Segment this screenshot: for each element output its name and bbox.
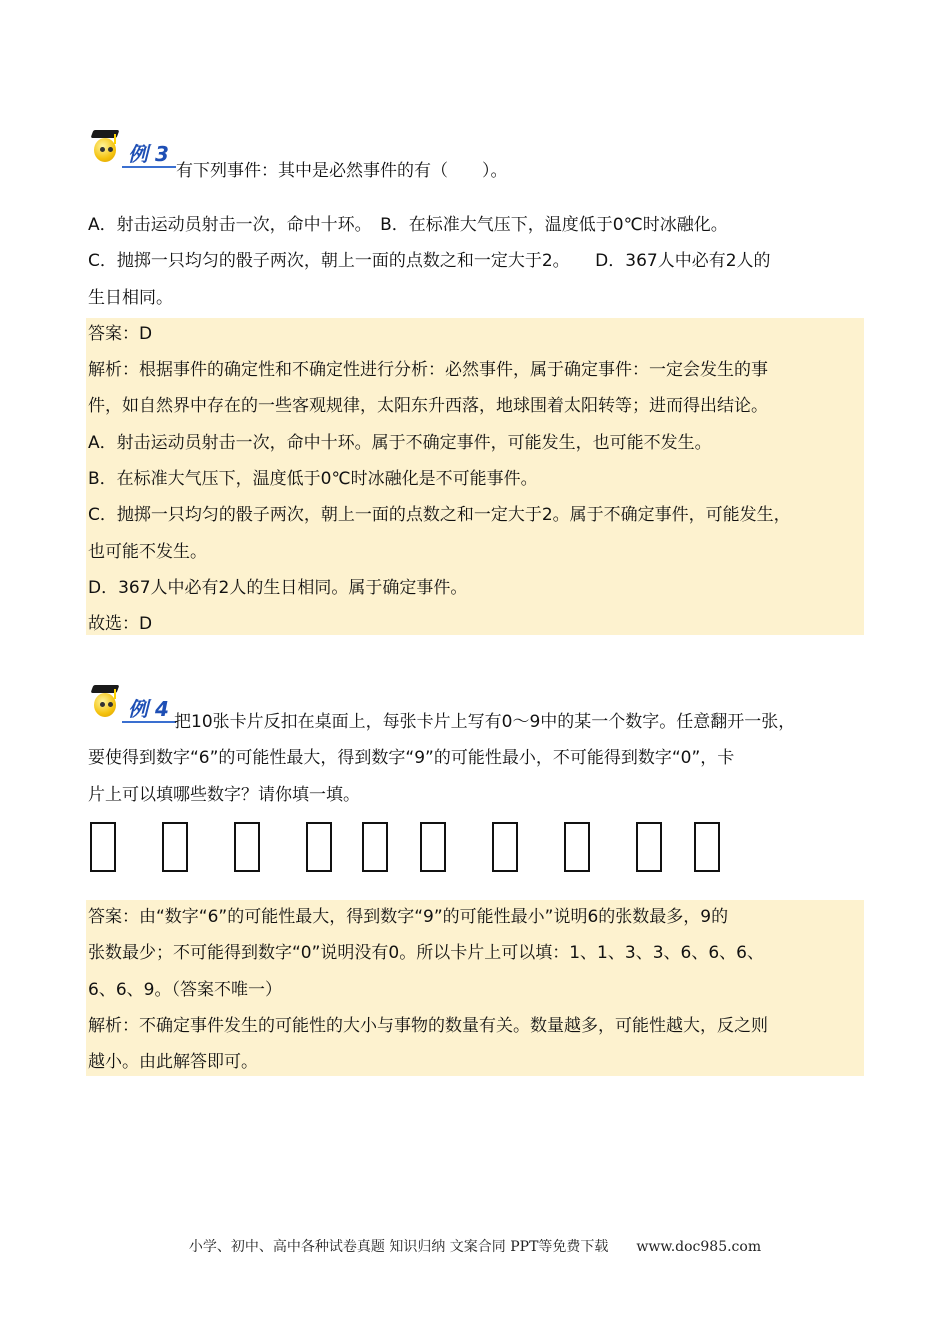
badge-underline bbox=[122, 721, 176, 723]
example-3-analysis-line: 件，如自然界中存在的一些客观规律，太阳东升西落，地球围着太阳转等；进而得出结论。 bbox=[88, 396, 768, 416]
mascot-eye-icon bbox=[108, 147, 113, 152]
blank-card bbox=[90, 822, 116, 872]
blank-card bbox=[362, 822, 388, 872]
example-3-badge bbox=[88, 128, 176, 174]
example-3-answer: 答案：D bbox=[88, 324, 153, 344]
example-4-question-line: 片上可以填哪些数字？请你填一填。 bbox=[88, 785, 360, 805]
mascot-eye-icon bbox=[100, 702, 105, 707]
example-3-analysis-line: B．在标准大气压下，温度低于0℃时冰融化是不可能事件。 bbox=[88, 469, 538, 489]
tassel-icon bbox=[114, 689, 116, 699]
example-3-options-line-3: 生日相同。 bbox=[88, 288, 173, 308]
example-4-answer-line: 张数最少；不可能得到数字“0”说明没有0。所以卡片上可以填：1、1、3、3、6、6、6、 bbox=[88, 943, 764, 963]
blank-card bbox=[162, 822, 188, 872]
footer-text: 小学、初中、高中各种试卷真题 知识归纳 文案合同 PPT等免费下载 www.doc985.com bbox=[188, 1239, 762, 1255]
example-4-answer-line: 答案：由“数字“6”的可能性最大，得到数字“9”的可能性最小”说明6的张数最多，9的 bbox=[88, 907, 729, 927]
example-3-conclusion: 故选：D bbox=[88, 614, 153, 634]
mascot-eye-icon bbox=[100, 147, 105, 152]
blank-card bbox=[694, 822, 720, 872]
example-4-analysis-line: 解析：不确定事件发生的可能性的大小与事物的数量有关。数量越多，可能性越大，反之则 bbox=[88, 1016, 768, 1036]
example-4-answer-line: 6、6、9。（答案不唯一） bbox=[88, 980, 282, 1000]
example-3-analysis-line: D．367人中必有2人的生日相同。属于确定事件。 bbox=[88, 578, 468, 598]
blank-card bbox=[234, 822, 260, 872]
example-3-analysis-line: 解析：根据事件的确定性和不确定性进行分析：必然事件，属于确定事件：一定会发生的事 bbox=[88, 360, 768, 380]
example-3-analysis-line: C．抛掷一只均匀的骰子两次，朝上一面的点数之和一定大于2。属于不确定事件，可能发生， bbox=[88, 505, 791, 525]
blank-card bbox=[564, 822, 590, 872]
blank-card bbox=[636, 822, 662, 872]
example-3-analysis-line: A．射击运动员射击一次，命中十环。属于不确定事件，可能发生，也可能不发生。 bbox=[88, 433, 712, 453]
example-4-question-line: 把10张卡片反扣在桌面上，每张卡片上写有0～9中的某一个数字。任意翻开一张， bbox=[174, 712, 796, 732]
example-4-badge bbox=[88, 683, 176, 729]
example-3-label: 例 3 bbox=[128, 142, 169, 166]
example-3-question: 有下列事件：其中是必然事件的有（ ）。 bbox=[176, 161, 508, 181]
badge-underline bbox=[122, 166, 176, 168]
tassel-icon bbox=[114, 134, 116, 144]
example-3-analysis-line: 也可能不发生。 bbox=[88, 542, 207, 562]
blank-card bbox=[420, 822, 446, 872]
blank-card bbox=[306, 822, 332, 872]
mascot-eye-icon bbox=[108, 702, 113, 707]
blank-card bbox=[492, 822, 518, 872]
example-4-analysis-line: 越小。由此解答即可。 bbox=[88, 1052, 258, 1072]
example-3-options-line-1: A．射击运动员射击一次，命中十环。 B．在标准大气压下，温度低于0℃时冰融化。 bbox=[88, 215, 728, 235]
example-4-label: 例 4 bbox=[128, 697, 169, 721]
example-4-question-line: 要使得到数字“6”的可能性最大，得到数字“9”的可能性最小，不可能得到数字“0”，卡 bbox=[88, 748, 735, 768]
example-3-options-line-2: C．抛掷一只均匀的骰子两次，朝上一面的点数之和一定大于2。 D．367人中必有2人的 bbox=[88, 251, 771, 271]
